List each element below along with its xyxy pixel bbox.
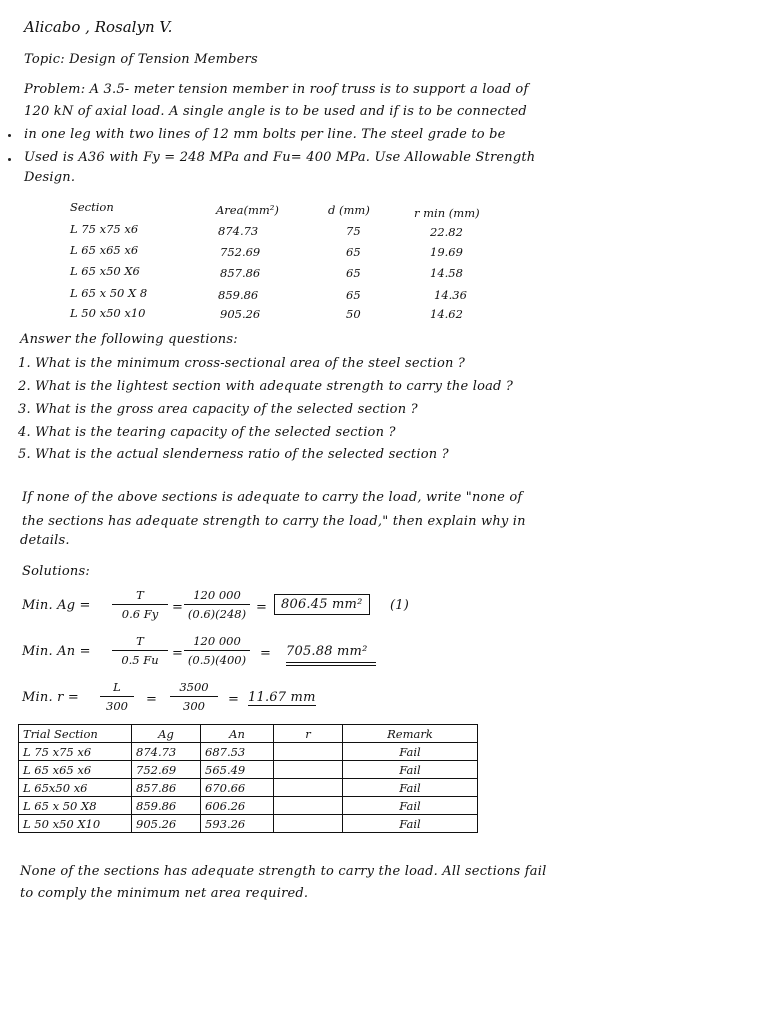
eq1-label: Min. Ag = <box>22 598 91 613</box>
eq1-num1: T <box>136 588 144 602</box>
table-cell: 670.66 <box>201 779 274 797</box>
equals-sign: = <box>146 692 158 707</box>
section-cell: 50 <box>346 307 361 321</box>
eq2-den1: 0.5 Fu <box>121 653 159 667</box>
header-ag: Ag <box>132 725 201 743</box>
eq1-tag: (1) <box>390 598 410 613</box>
header-r: r <box>274 725 343 743</box>
eq1-fraction-symbolic <box>112 588 168 621</box>
table-cell: Fail <box>343 761 478 779</box>
trial-sections-table <box>18 724 478 833</box>
eq3-den1: 300 <box>106 699 128 713</box>
section-cell: 752.69 <box>220 245 261 259</box>
section-cell: 874.73 <box>218 224 259 238</box>
sections-header-d: d (mm) <box>328 203 370 217</box>
margin-dot <box>8 158 11 161</box>
eq1-fraction-numeric <box>184 588 250 621</box>
section-cell: 65 <box>346 288 361 302</box>
eq2-den2: (0.5)(400) <box>187 653 247 667</box>
table-row <box>19 815 478 833</box>
section-cell: 859.86 <box>218 288 259 302</box>
table-row <box>19 779 478 797</box>
eq3-fraction-numeric <box>170 680 218 713</box>
fraction-bar <box>112 604 168 605</box>
eq3-num2: 3500 <box>179 680 209 694</box>
table-cell: L 65x50 x6 <box>19 779 132 797</box>
table-row <box>19 743 478 761</box>
eq1-result-box: 806.45 mm² <box>274 594 370 615</box>
section-cell: 905.26 <box>220 307 261 321</box>
eq3-den2: 300 <box>183 699 205 713</box>
equals-sign: = <box>256 600 268 615</box>
author-name: Alicabo , Rosalyn V. <box>24 18 173 36</box>
eq3-result: 11.67 mm <box>248 690 316 705</box>
equals-sign: = <box>172 600 184 615</box>
sections-header-area: Area(mm²) <box>216 203 279 217</box>
table-cell: 857.86 <box>132 779 201 797</box>
margin-dot <box>8 134 11 137</box>
table-cell: L 50 x50 X10 <box>19 815 132 833</box>
table-cell <box>274 779 343 797</box>
section-cell: L 50 x50 x10 <box>70 306 146 320</box>
instruction-line: details. <box>20 533 70 548</box>
section-cell: L 75 x75 x6 <box>70 222 139 236</box>
eq2-result: 705.88 mm² <box>286 644 368 659</box>
table-cell: L 65 x65 x6 <box>19 761 132 779</box>
section-cell: 14.58 <box>430 266 463 280</box>
table-cell: Fail <box>343 779 478 797</box>
table-header-row <box>19 725 478 743</box>
question-item: 1. What is the minimum cross-sectional area of the steel section ? <box>18 356 466 371</box>
eq2-fraction-symbolic <box>112 634 168 667</box>
solutions-heading: Solutions: <box>22 564 90 579</box>
conclusion-line: to comply the minimum net area required. <box>20 886 309 901</box>
sections-header-section: Section <box>70 200 114 214</box>
eq2-fraction-numeric <box>184 634 250 667</box>
table-cell <box>274 815 343 833</box>
question-item: 2. What is the lightest section with adequate strength to carry the load ? <box>18 379 514 394</box>
problem-line: 120 kN of axial load. A single angle is to be used and if is to be connected <box>24 104 527 119</box>
section-cell: 19.69 <box>430 245 463 259</box>
eq2-num1: T <box>136 634 144 648</box>
table-cell: 565.49 <box>201 761 274 779</box>
topic-line: Topic: Design of Tension Members <box>24 52 258 67</box>
section-cell: 22.82 <box>430 225 463 239</box>
section-cell: 65 <box>346 245 361 259</box>
question-item: 3. What is the gross area capacity of the selected section ? <box>18 402 418 417</box>
double-underline <box>286 665 376 666</box>
table-cell <box>274 743 343 761</box>
table-cell: 905.26 <box>132 815 201 833</box>
table-cell <box>274 797 343 815</box>
table-cell: 859.86 <box>132 797 201 815</box>
header-an: An <box>201 725 274 743</box>
table-cell <box>274 761 343 779</box>
table-cell: 687.53 <box>201 743 274 761</box>
section-cell: 65 <box>346 266 361 280</box>
table-cell: Fail <box>343 743 478 761</box>
question-item: 5. What is the actual slenderness ratio of the selected section ? <box>18 447 449 462</box>
section-cell: L 65 x 50 X 8 <box>70 286 148 300</box>
table-cell: Fail <box>343 797 478 815</box>
eq3-label: Min. r = <box>22 690 79 705</box>
table-cell: L 65 x 50 X8 <box>19 797 132 815</box>
problem-line: Problem: A 3.5- meter tension member in roof truss is to support a load of <box>24 82 529 97</box>
table-row <box>19 761 478 779</box>
question-item: 4. What is the tearing capacity of the selected section ? <box>18 425 396 440</box>
section-cell: 75 <box>346 224 361 238</box>
equals-sign: = <box>228 692 240 707</box>
section-cell: 857.86 <box>220 266 261 280</box>
table-cell: Fail <box>343 815 478 833</box>
eq3-num1: L <box>113 680 121 694</box>
section-cell: L 65 x50 X6 <box>70 264 140 278</box>
eq3-fraction-symbolic <box>100 680 134 713</box>
instruction-line: the sections has adequate strength to carry the load," then explain why in <box>22 514 526 529</box>
header-trial-section: Trial Section <box>19 725 132 743</box>
fraction-bar <box>170 696 218 697</box>
header-remark: Remark <box>343 725 478 743</box>
fraction-bar <box>184 604 250 605</box>
eq1-den1: 0.6 Fy <box>121 607 159 621</box>
conclusion-line: None of the sections has adequate strength to carry the load. All sections fail <box>20 864 547 879</box>
eq2-num2: 120 000 <box>193 634 241 648</box>
table-row <box>19 797 478 815</box>
eq2-label: Min. An = <box>22 644 91 659</box>
table-cell: 593.26 <box>201 815 274 833</box>
equals-sign: = <box>260 646 272 661</box>
table-cell: L 75 x75 x6 <box>19 743 132 761</box>
eq1-num2: 120 000 <box>193 588 241 602</box>
eq1-den2: (0.6)(248) <box>187 607 247 621</box>
questions-heading: Answer the following questions: <box>20 332 238 347</box>
problem-line: in one leg with two lines of 12 mm bolts per line. The steel grade to be <box>24 127 506 142</box>
table-cell: 752.69 <box>132 761 201 779</box>
section-cell: L 65 x65 x6 <box>70 243 139 257</box>
table-cell: 874.73 <box>132 743 201 761</box>
section-cell: 14.62 <box>430 307 463 321</box>
section-cell: 14.36 <box>434 288 467 302</box>
fraction-bar <box>100 696 134 697</box>
fraction-bar <box>184 650 250 651</box>
double-underline <box>286 662 376 663</box>
problem-line: Design. <box>24 170 76 185</box>
problem-line: Used is A36 with Fy = 248 MPa and Fu= 400 MPa. Use Allowable Strength <box>24 150 536 165</box>
equals-sign: = <box>172 646 184 661</box>
fraction-bar <box>112 650 168 651</box>
sections-header-r: r min (mm) <box>414 206 480 220</box>
instruction-line: If none of the above sections is adequate to carry the load, write "none of <box>22 490 523 505</box>
table-cell: 606.26 <box>201 797 274 815</box>
